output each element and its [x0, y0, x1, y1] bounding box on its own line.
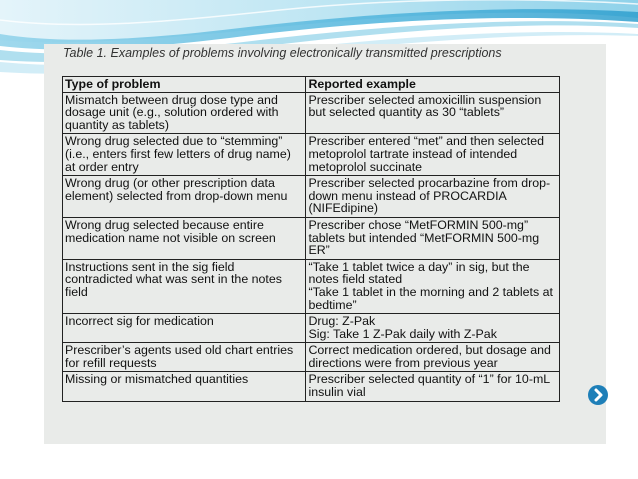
- problem-type-cell: Wrong drug selected due to “stemming” (i.e., enters first few letters of drug name) at order entry: [63, 134, 306, 176]
- problem-type-cell: Instructions sent in the sig field contradicted what was sent in the notes field: [63, 259, 306, 313]
- problem-type-cell: Incorrect sig for medication: [63, 314, 306, 343]
- problem-type-cell: Missing or mismatched quantities: [63, 372, 306, 401]
- problem-type-cell: Wrong drug (or other prescription data element) selected from drop-down menu: [63, 176, 306, 218]
- reported-example-cell: [306, 259, 560, 313]
- table-row: [63, 176, 560, 218]
- table-row: [63, 372, 560, 401]
- reported-example-cell: [306, 314, 560, 343]
- table-row: [63, 259, 560, 313]
- problem-type-cell: Wrong drug selected because entire medication name not visible on screen: [63, 217, 306, 259]
- reported-example-cell: Prescriber selected procarbazine from drop-down menu instead of PROCARDIA (NIFEdipine): [306, 176, 560, 218]
- chevron-right-icon: [588, 385, 608, 405]
- reported-example-cell: Correct medication ordered, but dosage and directions were from previous year: [306, 343, 560, 372]
- table-row: [63, 314, 560, 343]
- reported-example-cell: Prescriber selected quantity of “1” for 10-mL insulin vial: [306, 372, 560, 401]
- problems-table: [62, 76, 560, 402]
- next-slide-button[interactable]: [588, 385, 608, 405]
- column-header-example: Reported example: [306, 77, 560, 93]
- table-row: [63, 343, 560, 372]
- reported-example-cell: Prescriber entered “met” and then selected metoprolol tartrate instead of intended metoprolol succinate: [306, 134, 560, 176]
- table-header-row: [63, 77, 560, 93]
- table-row: [63, 92, 560, 134]
- example-line: “Take 1 tablet in the morning and 2 tablets at bedtime”: [308, 284, 553, 312]
- example-line: “Take 1 tablet twice a day” in sig, but the notes field stated: [308, 259, 530, 287]
- example-line: Sig: Take 1 Z-Pak daily with Z-Pak: [308, 326, 497, 341]
- problem-type-cell: Prescriber’s agents used old chart entries for refill requests: [63, 343, 306, 372]
- column-header-type: Type of problem: [63, 77, 306, 93]
- table-row: [63, 217, 560, 259]
- reported-example-cell: Prescriber selected amoxicillin suspension but selected quantity as 30 “tablets”: [306, 92, 560, 134]
- table-caption: Table 1. Examples of problems involving electronically transmitted prescriptions: [63, 46, 502, 60]
- example-line: Drug: Z-Pak: [308, 314, 376, 329]
- table-row: [63, 134, 560, 176]
- reported-example-cell: Prescriber chose “MetFORMIN 500-mg” tablets but intended “MetFORMIN 500-mg ER”: [306, 217, 560, 259]
- problem-type-cell: Mismatch between drug dose type and dosage unit (e.g., solution ordered with quantity as tablets): [63, 92, 306, 134]
